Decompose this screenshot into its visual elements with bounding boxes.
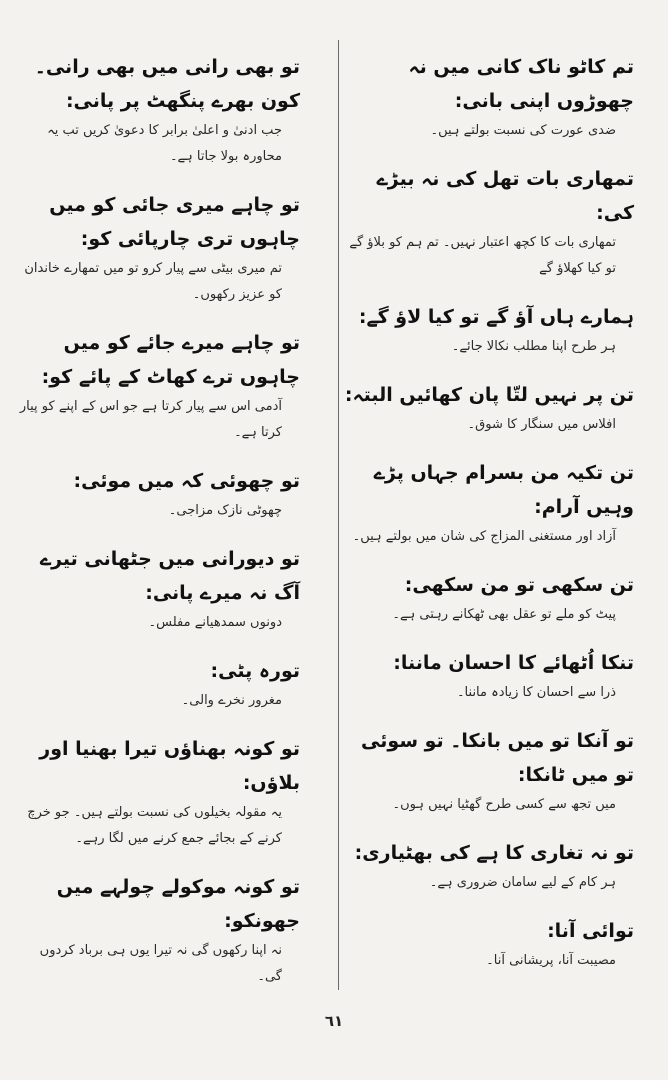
entry — [342, 162, 634, 282]
idiom-headword: تو چاہے میرے جائے کو میں چاہوں ترے کھاٹ کے پائے کو: — [41, 332, 300, 388]
entry — [18, 188, 300, 308]
page-number: ٦١ — [324, 1012, 344, 1030]
entry — [342, 50, 634, 144]
idiom-headword: تو دیورانی میں جٹھانی تیرے آگ نہ میرے پانی: — [39, 548, 300, 604]
column-divider — [338, 40, 339, 990]
idiom-meaning: آزاد اور مستغنی المزاج کی شان میں بولتے ہیں۔ — [352, 529, 616, 544]
entry — [18, 654, 300, 714]
idiom-headword: تنکا اُٹھائے کا احسان ماننا: — [393, 652, 634, 674]
idiom-headword: تو کونہ موکولے چولہے میں جھونکو: — [56, 876, 300, 932]
idiom-headword: تو چھوئی کہ میں موئی: — [73, 470, 300, 492]
idiom-meaning: ضدی عورت کی نسبت بولتے ہیں۔ — [430, 123, 616, 138]
idiom-meaning: افلاس میں سنگار کا شوق۔ — [467, 417, 616, 432]
entry — [342, 300, 634, 360]
idiom-headword: تم کاٹو ناک کانی میں نہ چھوڑوں اپنی بانی: — [408, 56, 634, 112]
entry — [342, 378, 634, 438]
idiom-meaning: ذرا سے احسان کا زیادہ ماننا۔ — [456, 685, 616, 700]
entry — [342, 836, 634, 896]
entry — [18, 542, 300, 636]
entry — [342, 646, 634, 706]
idiom-meaning: ہر طرح اپنا مطلب نکالا جائے۔ — [451, 339, 616, 354]
idiom-meaning: مغرور نخرے والی۔ — [181, 693, 282, 708]
entry — [18, 732, 300, 852]
left-column — [18, 50, 300, 1000]
entry — [342, 568, 634, 628]
idiom-headword: تو نہ تغاری کا ہے کی بھٹیاری: — [354, 842, 634, 864]
right-column — [342, 50, 634, 1000]
entry — [342, 914, 634, 974]
idiom-meaning: پیٹ کو ملے تو عقل بھی ٹھکانے رہتی ہے۔ — [392, 607, 616, 622]
idiom-headword: تن سکھی تو من سکھی: — [404, 574, 634, 596]
idiom-meaning: یہ مقولہ بخیلوں کی نسبت بولتے ہیں۔ جو خرچ کرنے کے بجائے جمع کرنے میں لگا رہے۔ — [27, 805, 282, 846]
idiom-headword: تن پر نہیں لتّا پان کھائیں البتہ: — [344, 384, 634, 406]
entry — [18, 870, 300, 990]
idiom-meaning: تم میری بیٹی سے پیار کرو تو میں تمھارے خاندان کو عزیز رکھوں۔ — [24, 261, 282, 302]
idiom-meaning: مصیبت آنا، پریشانی آنا۔ — [486, 953, 616, 968]
idiom-headword: تورہ پٹی: — [210, 660, 300, 682]
idiom-meaning: آدمی اس سے پیار کرتا ہے جو اس کے اپنے کو پیار کرتا ہے۔ — [19, 399, 282, 440]
idiom-headword: تو آنکا تو میں بانکا۔ تو سوئی تو میں ٹانکا: — [361, 730, 634, 786]
idiom-headword: تمھاری بات تھل کی نہ بیڑے کی: — [376, 168, 634, 224]
idiom-meaning: تمھاری بات کا کچھ اعتبار نہیں۔ تم ہم کو بلاؤ گے تو کیا کھلاؤ گے — [349, 235, 616, 276]
idiom-meaning: ہر کام کے لیے سامان ضروری ہے۔ — [429, 875, 616, 890]
entry — [342, 456, 634, 550]
entry — [18, 326, 300, 446]
entry — [18, 464, 300, 524]
entry — [342, 724, 634, 818]
idiom-headword: تو کونہ بھناؤں تیرا بھنیا اور بلاؤں: — [39, 738, 300, 794]
idiom-headword: تن تکیہ من بسرام جہاں پڑے وہیں آرام: — [373, 462, 634, 518]
idiom-headword: تو چاہے میری جائی کو میں چاہوں تری چارپائی کو: — [49, 194, 300, 250]
idiom-headword: تو بھی رانی میں بھی رانی۔ کون بھرے پنگھٹ پر پانی: — [34, 56, 300, 112]
idiom-meaning: جب ادنیٰ و اعلیٰ برابر کا دعویٰ کریں تب یہ محاورہ بولا جاتا ہے۔ — [47, 123, 282, 164]
idiom-meaning: دونوں سمدھیانے مفلس۔ — [148, 615, 282, 630]
idiom-headword: ہمارے ہاں آؤ گے تو کیا لاؤ گے: — [358, 306, 634, 328]
entry — [18, 50, 300, 170]
idiom-meaning: چھوٹی نازک مزاجی۔ — [168, 503, 282, 518]
idiom-headword: توائی آنا: — [547, 920, 634, 942]
idiom-meaning: نہ اپنا رکھوں گی نہ تیرا یوں ہی برباد کردوں گی۔ — [39, 943, 282, 984]
idiom-meaning: میں تجھ سے کسی طرح گھٹیا نہیں ہوں۔ — [392, 797, 616, 812]
